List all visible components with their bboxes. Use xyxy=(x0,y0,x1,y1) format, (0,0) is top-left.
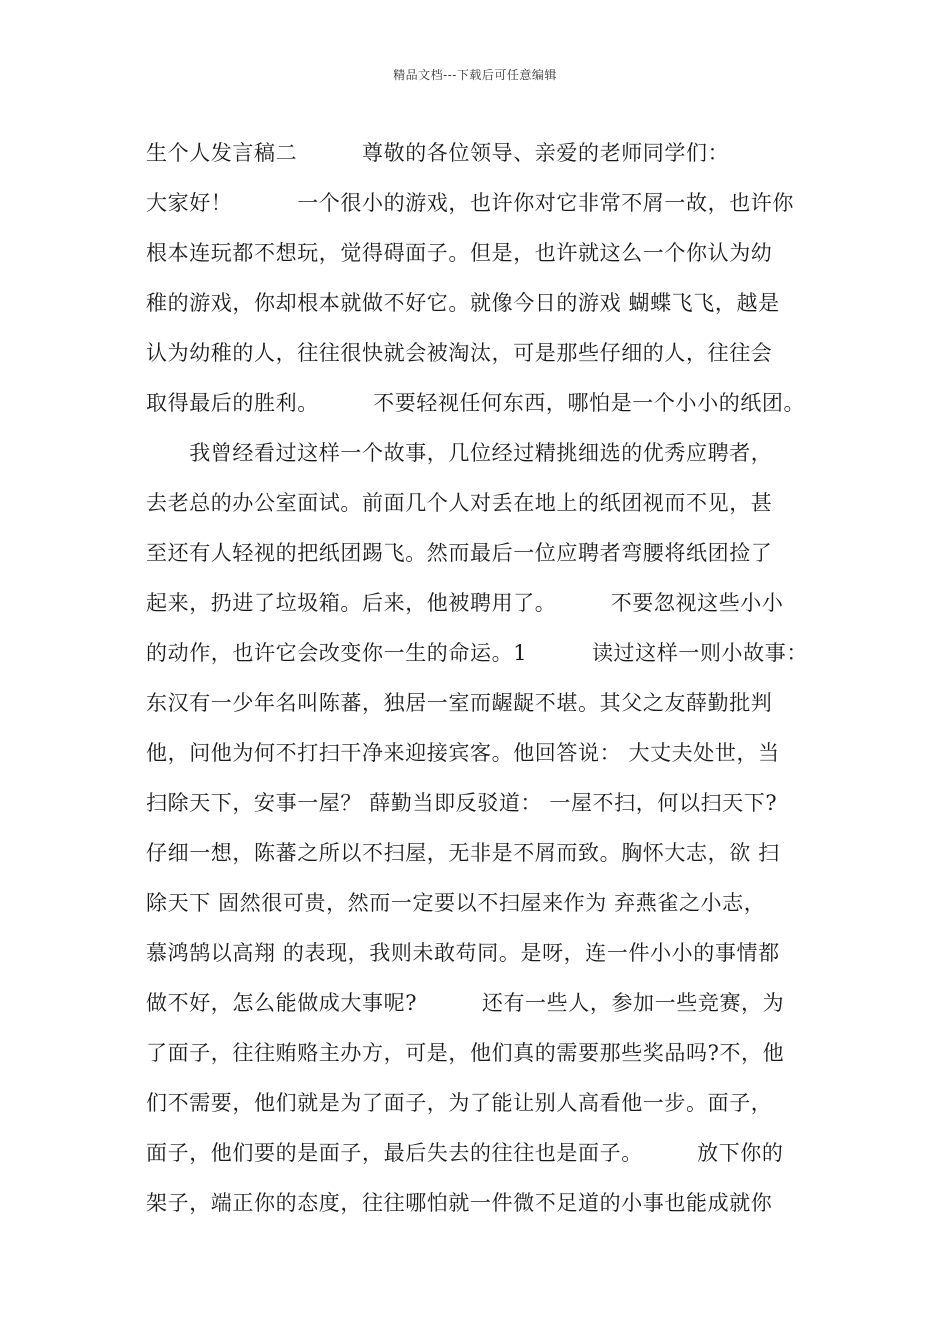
text-line: 的动作，也许它会改变你一生的命运。1 读过这样一则小故事： xyxy=(146,641,808,665)
text-line: 扫除天下，安事一屋？ 薛勤当即反驳道： 一屋不扫，何以扫天下? xyxy=(146,791,778,815)
text-line: 面子，他们要的是面子，最后失去的往往也是面子。 放下你的 xyxy=(146,1141,784,1165)
text-line: 根本连玩都不想玩，觉得碍面子。但是，也许就这么一个你认为幼 xyxy=(146,241,773,265)
text-line: 了面子，往往贿赂主办方，可是，他们真的需要那些奖品吗?不，他 xyxy=(146,1041,785,1065)
text-line: 东汉有一少年名叫陈蕃，独居一室而龌龊不堪。其父之友薛勤批判 xyxy=(146,691,773,715)
text-line: 起来，扔进了垃圾箱。后来，他被聘用了。 不要忽视这些小小 xyxy=(146,591,784,615)
page-header: 精品文档---下载后可任意编辑 xyxy=(393,68,557,82)
text-line: 取得最后的胜利。 不要轻视任何东西，哪怕是一个小小的纸团。 xyxy=(146,391,806,415)
text-line: 我曾经看过这样一个故事，几位经过精挑细选的优秀应聘者， xyxy=(146,441,773,465)
text-line: 生个人发言稿二 尊敬的各位领导、亲爱的老师同学们： xyxy=(146,141,730,165)
text-line: 稚的游戏，你却根本就做不好它。就像今日的游戏 蝴蝶飞飞，越是 xyxy=(146,291,780,315)
text-line: 除天下 固然很可贵，然而一定要以不扫屋来作为 弃燕雀之小志， xyxy=(146,891,766,915)
text-line: 慕鸿鹄以高翔 的表现，我则未敢苟同。是呀，连一件小小的事情都 xyxy=(146,941,780,965)
text-line: 做不好，怎么能做成大事呢? 还有一些人，参加一些竞赛，为 xyxy=(146,991,785,1015)
text-line: 大家好！ 一个很小的游戏，也许你对它非常不屑一故，也许你 xyxy=(146,191,794,215)
document-body xyxy=(146,128,826,1228)
text-line: 认为幼稚的人，往往很快就会被淘汰，可是那些仔细的人，往往会 xyxy=(146,341,773,365)
text-line: 他，问他为何不打扫干净来迎接宾客。他回答说： 大丈夫处世，当 xyxy=(146,741,780,765)
text-line: 们不需要，他们就是为了面子，为了能让别人高看他一步。面子， xyxy=(146,1091,773,1115)
text-line: 仔细一想，陈蕃之所以不扫屋，无非是不屑而致。胸怀大志，欲 扫 xyxy=(146,841,780,865)
text-line: 至还有人轻视的把纸团踢飞。然而最后一位应聘者弯腰将纸团捡了 xyxy=(146,541,773,565)
text-line: 架子，端正你的态度，往往哪怕就一件微不足道的小事也能成就你 xyxy=(146,1191,773,1215)
text-line: 去老总的办公室面试。前面几个人对丢在地上的纸团视而不见，甚 xyxy=(146,491,773,515)
